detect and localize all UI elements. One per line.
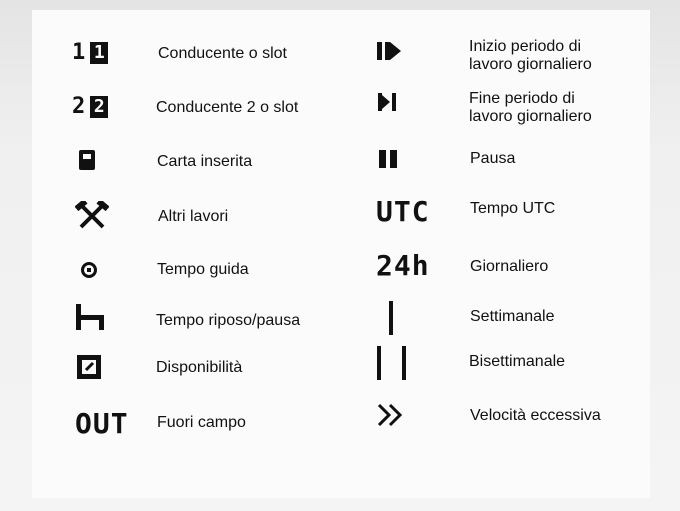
driver-slot-box-2: 2	[90, 96, 108, 118]
driver-number-2: 2	[72, 94, 87, 119]
legend-label-other-work: Altri lavori	[158, 208, 229, 225]
driver-slot-2-icon	[72, 96, 108, 118]
availability-icon	[77, 355, 101, 379]
overspeed-icon	[377, 403, 405, 427]
daily-icon: 24h	[376, 249, 430, 282]
legend-label-biweekly: Bisettimanale	[469, 353, 566, 370]
legend-label-availability: Disponibilità	[156, 359, 243, 376]
pause-icon	[379, 150, 399, 168]
legend-label-driver-slot: Conducente o slot	[158, 45, 287, 62]
legend-label-driving-time: Tempo guida	[157, 261, 249, 278]
legend-label-out-of-scope: Fuori campo	[157, 414, 246, 431]
weekly-icon	[389, 301, 395, 335]
legend-label-pause: Pausa	[470, 150, 516, 167]
legend-label-overspeed: Velocità eccessiva	[470, 407, 601, 424]
legend-label-card-inserted: Carta inserita	[157, 153, 253, 170]
legend-label-daily: Giornaliero	[470, 258, 549, 275]
legend-label-work-period-start-1: Inizio periodo di	[469, 38, 582, 55]
driver-number-1: 1	[72, 40, 87, 65]
legend-label-work-period-end-2: lavoro giornaliero	[469, 108, 592, 125]
legend-label-work-period-start-2: lavoro giornaliero	[469, 56, 592, 73]
biweekly-icon	[377, 346, 409, 380]
legend-label-utc-time: Tempo UTC	[470, 200, 556, 217]
other-work-icon	[75, 201, 109, 229]
utc-icon: UTC	[376, 195, 430, 228]
legend-label-rest-time: Tempo riposo/pausa	[156, 312, 301, 329]
work-period-end-icon	[378, 93, 400, 111]
legend-label-weekly: Settimanale	[470, 308, 555, 325]
driver-slot-box-1: 1	[90, 42, 108, 64]
card-inserted-icon	[79, 150, 95, 170]
legend-label-work-period-end-1: Fine periodo di	[469, 90, 575, 107]
legend-label-driver-2-slot: Conducente 2 o slot	[156, 99, 299, 116]
driving-time-icon	[80, 261, 98, 279]
out-of-scope-icon: OUT	[75, 407, 129, 440]
rest-time-icon	[76, 304, 106, 330]
work-period-start-icon	[377, 42, 403, 60]
driver-slot-1-icon	[72, 42, 108, 64]
